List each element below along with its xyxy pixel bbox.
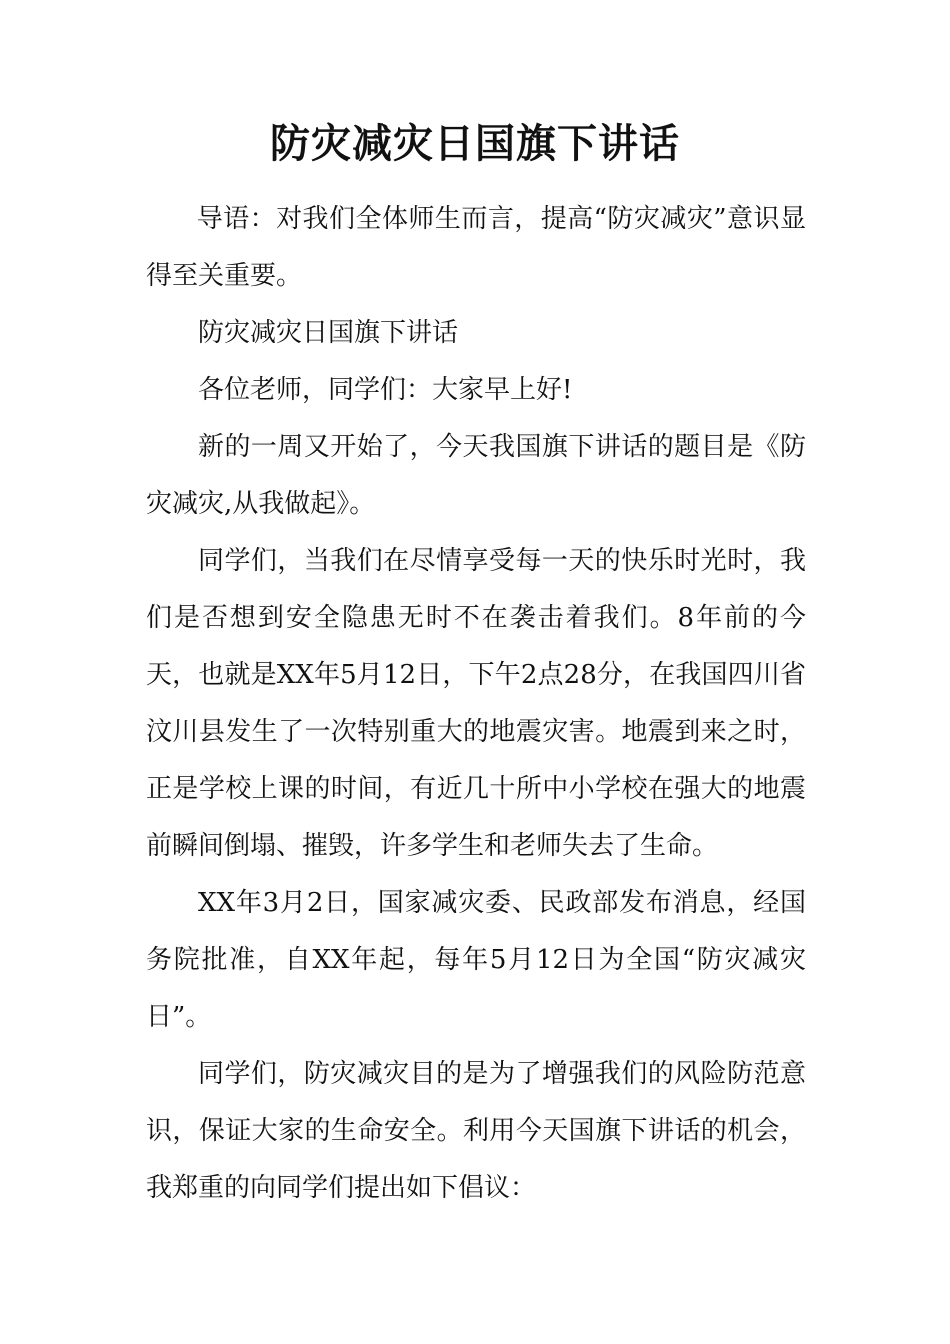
- greeting-paragraph: 各位老师，同学们：大家早上好!: [198, 375, 573, 405]
- document-body: [146, 191, 806, 1217]
- earthquake-paragraph: 同学们，当我们在尽情享受每一天的快乐时光时，我们是否想到安全隐患无时不在袭击着我们。8年前的今天，也就是XX年5月12日，下午2点28分，在我国四川省汶川县发生了一次特别重大的地震灾害。地震到来之时，正是学校上课的时间，有近几十所中小学校在强大的地震前瞬间倒塌、摧毁，许多学生和老师失去了生命。: [146, 546, 806, 861]
- subtitle-paragraph: 防灾减灾日国旗下讲话: [198, 318, 459, 348]
- intro-paragraph: 导语：对我们全体师生而言，提高“防灾减灾”意识显得至关重要。: [146, 204, 806, 291]
- topic-paragraph: 新的一周又开始了，今天我国旗下讲话的题目是《防灾减灾,从我做起》。: [146, 432, 806, 519]
- page-title: 防灾减灾日国旗下讲话: [270, 120, 680, 167]
- disaster-day-paragraph: XX年3月2日，国家减灾委、民政部发布消息，经国务院批准，自XX年起，每年5月12日为全国“防灾减灾日”。: [146, 888, 806, 1032]
- proposal-paragraph: 同学们，防灾减灾目的是为了增强我们的风险防范意识，保证大家的生命安全。利用今天国旗下讲话的机会，我郑重的向同学们提出如下倡议：: [146, 1059, 806, 1203]
